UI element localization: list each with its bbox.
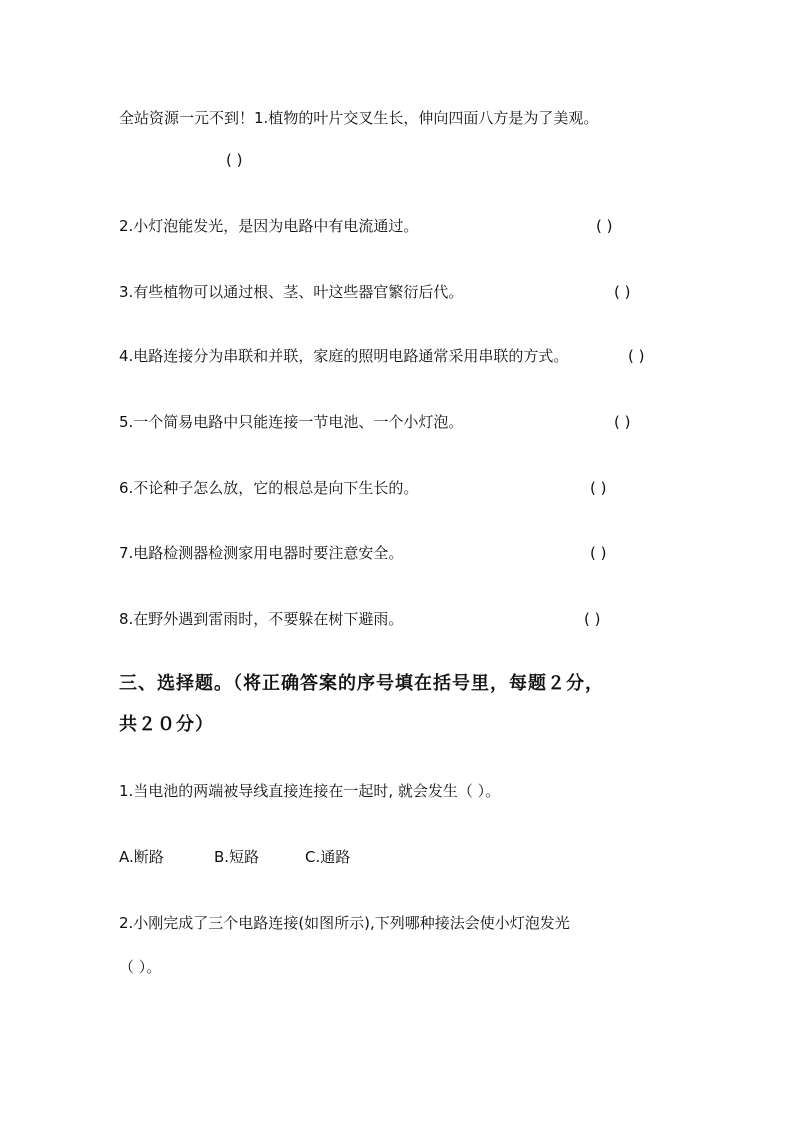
section-heading-choice: 三、选择题。（将正确答案的序号填在括号里，每题２分， <box>119 673 604 694</box>
choice-question-1: 1.当电池的两端被导线直接连接在一起时, 就会发生（ ）。 <box>119 782 501 800</box>
judge-item-1: 全站资源一元不到！1.植物的叶片交叉生长，伸向四面八方是为了美观。 <box>119 109 599 127</box>
choice-question-2-blank: （ ）。 <box>119 958 162 976</box>
judge-item-3: 3.有些植物可以通过根、茎、叶这些器官繁衍后代。 <box>119 283 464 301</box>
answer-blank-5: ( ) <box>614 413 631 431</box>
judge-item-5: 5.一个简易电路中只能连接一节电池、一个小灯泡。 <box>119 413 464 431</box>
judge-item-2: 2.小灯泡能发光，是因为电路中有电流通过。 <box>119 217 419 235</box>
answer-blank-4: ( ) <box>628 347 645 365</box>
choice-option-c: C.通路 <box>305 848 351 866</box>
judge-item-7: 7.电路检测器检测家用电器时要注意安全。 <box>119 544 404 562</box>
choice-option-a: A.断路 <box>119 848 164 866</box>
answer-blank-7: ( ) <box>590 544 607 562</box>
choice-option-b: B.短路 <box>214 848 260 866</box>
section-heading-choice-cont: 共２０分） <box>119 714 214 735</box>
answer-blank-8: ( ) <box>584 610 601 628</box>
judge-item-8: 8.在野外遇到雷雨时，不要躲在树下避雨。 <box>119 610 404 628</box>
answer-blank-6: ( ) <box>590 479 607 497</box>
answer-blank-3: ( ) <box>614 283 631 301</box>
judge-item-6: 6.不论种子怎么放，它的根总是向下生长的。 <box>119 479 419 497</box>
answer-blank-1: ( ) <box>226 151 243 169</box>
choice-question-2: 2.小刚完成了三个电路连接(如图所示),下列哪种接法会使小灯泡发光 <box>119 914 570 932</box>
answer-blank-2: ( ) <box>596 217 613 235</box>
judge-item-4: 4.电路连接分为串联和并联，家庭的照明电路通常采用串联的方式。 <box>119 347 569 365</box>
